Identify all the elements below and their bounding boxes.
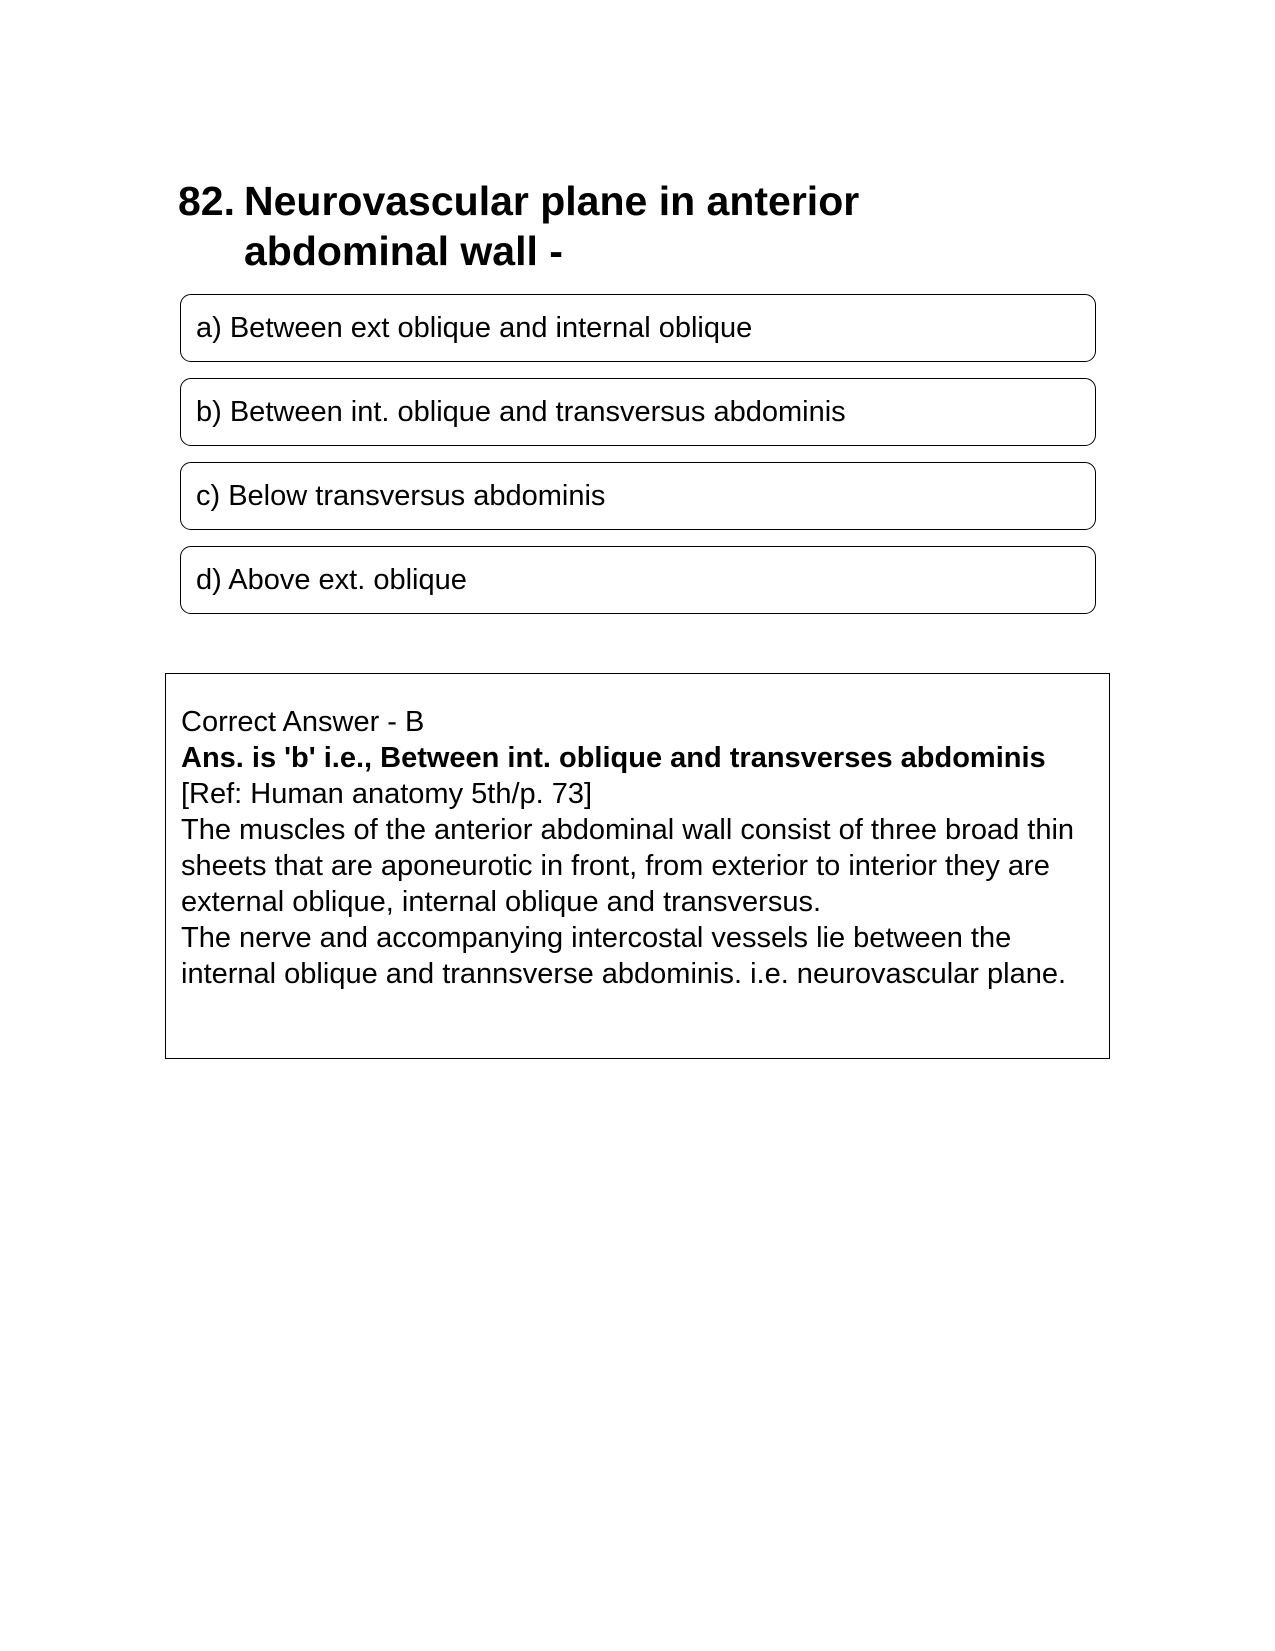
answer-reference: [Ref: Human anatomy 5th/p. 73]: [181, 778, 593, 810]
question-heading: [178, 176, 978, 276]
option-label: d) Above ext. oblique: [196, 563, 467, 596]
option-a[interactable]: [180, 294, 1096, 362]
option-label: a) Between ext oblique and internal oblique: [196, 311, 753, 344]
option-c[interactable]: [180, 462, 1096, 530]
question-text: Neurovascular plane in anterior abdominal wall -: [244, 178, 860, 274]
options-list: [180, 294, 1096, 630]
option-b[interactable]: [180, 378, 1096, 446]
option-d[interactable]: [180, 546, 1096, 614]
answer-bold-statement: Ans. is 'b' i.e., Between int. oblique and transverses abdominis: [181, 742, 1046, 774]
question-number: 82.: [178, 178, 235, 224]
explanation-paragraph-2: The nerve and accompanying intercostal vessels lie between the internal oblique and trannsverse abdominis. i.e. neurovascular plane.: [181, 922, 1067, 990]
answer-explanation-box: [165, 673, 1110, 1059]
answer-statement: [181, 740, 1094, 812]
option-label: b) Between int. oblique and transversus abdominis: [196, 395, 846, 428]
explanation-paragraph-1: The muscles of the anterior abdominal wall consist of three broad thin sheets that are aponeurotic in front, from exterior to interior they are external oblique, internal oblique and transversus.: [181, 814, 1075, 918]
correct-answer-line: Correct Answer - B: [181, 706, 425, 738]
option-label: c) Below transversus abdominis: [196, 479, 606, 512]
